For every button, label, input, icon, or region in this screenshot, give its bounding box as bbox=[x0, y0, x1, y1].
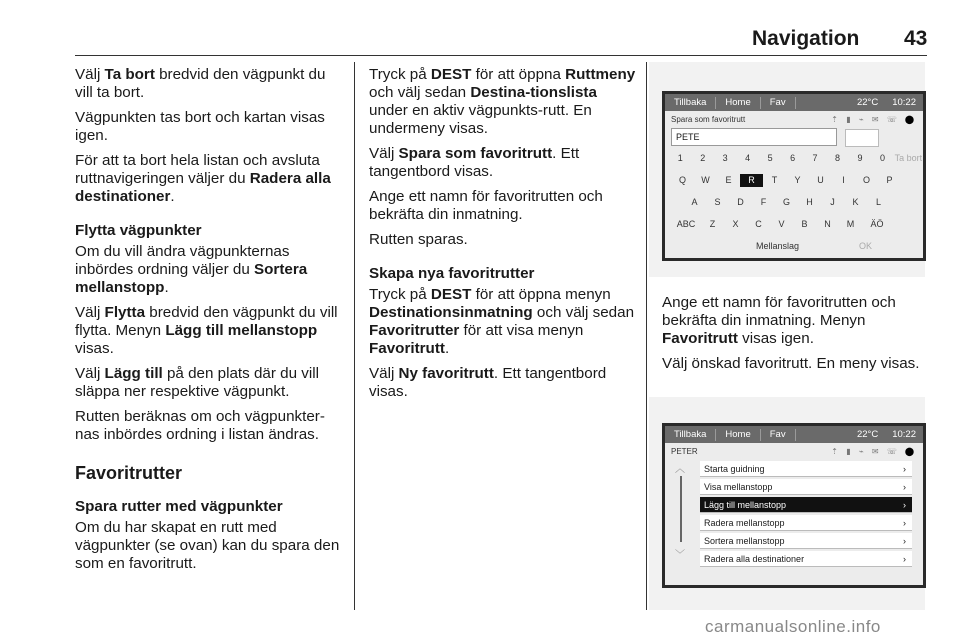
chevron-right-icon: › bbox=[903, 463, 906, 474]
key[interactable]: 0 bbox=[879, 153, 885, 163]
column-3 bbox=[662, 294, 924, 380]
key[interactable]: T bbox=[771, 175, 778, 185]
key[interactable]: C bbox=[755, 219, 762, 229]
key[interactable]: F bbox=[760, 197, 767, 207]
key[interactable]: 6 bbox=[790, 153, 796, 163]
key[interactable]: E bbox=[725, 175, 732, 185]
key[interactable]: D bbox=[737, 197, 744, 207]
paragraph: För att ta bort hela listan och avsluta ruttnavigeringen väljer du Radera alla destinationer. bbox=[75, 152, 331, 205]
paragraph: Välj önskad favoritrutt. En meny visas. bbox=[662, 355, 920, 372]
home-button[interactable]: Home bbox=[716, 97, 760, 109]
key[interactable]: 4 bbox=[745, 153, 751, 163]
menu-item-show-waypoints[interactable]: Visa mellanstopp › bbox=[700, 479, 912, 495]
paragraph: Rutten beräknas om och vägpunkter-nas inbördes ordning i listan ändras. bbox=[75, 408, 325, 443]
home-button[interactable]: Home bbox=[716, 429, 760, 441]
menu-item-sort-waypoints[interactable]: Sortera mellanstopp › bbox=[700, 533, 912, 549]
paragraph: Om du vill ändra vägpunkternas inbördes ordning väljer du Sortera mellanstopp. bbox=[75, 243, 308, 296]
paragraph: Om du har skapat en rutt med vägpunkter (se ovan) kan du spara den som en favoritrutt. bbox=[75, 519, 340, 572]
key[interactable]: Y bbox=[794, 175, 801, 185]
key[interactable]: A bbox=[691, 197, 698, 207]
letter-row-2 bbox=[665, 191, 923, 213]
menu-item-delete-all[interactable]: Radera alla destinationer › bbox=[700, 551, 912, 567]
paragraph: Välj Ta bort bredvid den vägpunkt du vill ta bort. bbox=[75, 66, 326, 101]
key[interactable]: X bbox=[732, 219, 739, 229]
ok-key[interactable]: OK bbox=[859, 241, 873, 251]
umlaut-key[interactable]: ÄÖ bbox=[870, 219, 884, 229]
route-menu bbox=[700, 461, 912, 569]
key[interactable]: Z bbox=[709, 219, 716, 229]
status-icons: ⇡ ▮ ⌁ ✉ ☏ ⬤ bbox=[831, 446, 917, 456]
key[interactable]: H bbox=[806, 197, 813, 207]
back-button[interactable]: Tillbaka bbox=[665, 97, 716, 109]
paragraph: Välj Spara som favoritrutt. Ett tangentbord visas. bbox=[369, 145, 580, 180]
heading-favorite-routes: Favoritrutter bbox=[75, 463, 183, 483]
paragraph: Välj Flytta bredvid den vägpunkt du vill flytta. Menyn Lägg till mellanstopp visas. bbox=[75, 304, 338, 357]
scrollbar[interactable] bbox=[680, 476, 682, 542]
column-1 bbox=[75, 66, 343, 580]
heading-save-routes: Spara rutter med vägpunkter bbox=[75, 498, 283, 515]
status-bar bbox=[665, 94, 923, 111]
heading-create-favorites: Skapa nya favoritrutter bbox=[369, 265, 535, 282]
space-row bbox=[665, 235, 923, 257]
menu-item-add-waypoint[interactable]: Lägg till mellanstopp › bbox=[700, 497, 912, 513]
abc-key[interactable]: ABC bbox=[676, 219, 696, 229]
letter-row-1 bbox=[665, 169, 923, 191]
chevron-right-icon: › bbox=[903, 517, 906, 528]
key[interactable]: N bbox=[824, 219, 831, 229]
paragraph: Välj Ny favoritrutt. Ett tangentbord visas. bbox=[369, 365, 607, 400]
chevron-right-icon: › bbox=[903, 535, 906, 546]
letter-row-3 bbox=[665, 213, 923, 235]
page-header-title: Navigation bbox=[752, 27, 860, 50]
screen-subtitle: Spara som favoritrutt bbox=[671, 114, 746, 124]
scroll-up-icon[interactable]: ︿ bbox=[675, 464, 685, 475]
watermark: carmanualsonline.info bbox=[705, 617, 881, 636]
key-selected[interactable]: R bbox=[740, 174, 763, 187]
back-button[interactable]: Tillbaka bbox=[665, 429, 716, 441]
column-divider-2 bbox=[646, 62, 647, 610]
page-number: 43 bbox=[904, 27, 928, 50]
heading-move-waypoints: Flytta vägpunkter bbox=[75, 222, 202, 239]
key[interactable]: G bbox=[782, 197, 790, 207]
suggestion-box bbox=[845, 129, 879, 147]
status-icons: ⇡ ▮ ⌁ ✉ ☏ ⬤ bbox=[831, 114, 917, 124]
column-divider-1 bbox=[354, 62, 355, 610]
key[interactable]: W bbox=[701, 175, 710, 185]
key[interactable]: U bbox=[817, 175, 824, 185]
key[interactable]: M bbox=[846, 219, 855, 229]
key[interactable]: 8 bbox=[835, 153, 841, 163]
fav-button[interactable]: Fav bbox=[761, 429, 796, 441]
clock: 10:22 bbox=[892, 428, 916, 440]
key[interactable]: L bbox=[875, 197, 881, 207]
chevron-right-icon: › bbox=[903, 499, 906, 510]
key[interactable]: K bbox=[852, 197, 859, 207]
number-row bbox=[665, 147, 923, 169]
paragraph: Tryck på DEST för att öppna Ruttmeny och välj sedan Destina-tionslista under en aktiv vägpunkts-rutt. En undermeny visas. bbox=[369, 66, 636, 137]
paragraph: Ange ett namn för favoritrutten och bekräfta din inmatning. Menyn Favoritrutt visas igen. bbox=[662, 294, 896, 347]
screenshot-menu bbox=[662, 423, 926, 588]
paragraph: Tryck på DEST för att öppna menyn Destinationsinmatning och välj sedan Favoritrutter för att visa menyn Favoritrutt. bbox=[369, 286, 635, 357]
paragraph: Rutten sparas. bbox=[369, 231, 468, 248]
paragraph: Vägpunkten tas bort och kartan visas igen. bbox=[75, 109, 325, 144]
temperature: 22°C bbox=[856, 96, 879, 108]
paragraph: Välj Lägg till på den plats där du vill släppa ner respektive vägpunkt. bbox=[75, 365, 319, 400]
chevron-right-icon: › bbox=[903, 553, 906, 564]
key[interactable]: S bbox=[714, 197, 721, 207]
key[interactable]: P bbox=[886, 175, 893, 185]
key[interactable]: J bbox=[830, 197, 835, 207]
key[interactable]: B bbox=[801, 219, 808, 229]
screenshot-keyboard bbox=[662, 91, 926, 261]
name-input[interactable]: PETE bbox=[671, 128, 837, 146]
menu-item-delete-waypoint[interactable]: Radera mellanstopp › bbox=[700, 515, 912, 531]
menu-item-start-guidance[interactable]: Starta guidning › bbox=[700, 461, 912, 477]
clock: 10:22 bbox=[892, 96, 916, 108]
key[interactable]: 1 bbox=[677, 153, 683, 163]
delete-key[interactable]: Ta bort bbox=[894, 153, 923, 163]
paragraph: Ange ett namn för favoritrutten och bekräfta din inmatning. bbox=[369, 188, 603, 223]
key[interactable]: 7 bbox=[812, 153, 818, 163]
temperature: 22°C bbox=[856, 428, 879, 440]
key[interactable]: Q bbox=[678, 175, 686, 185]
status-bar bbox=[665, 426, 923, 443]
space-key[interactable]: Mellanslag bbox=[755, 241, 799, 251]
key[interactable]: O bbox=[862, 175, 870, 185]
chevron-right-icon: › bbox=[903, 481, 906, 492]
key[interactable]: V bbox=[778, 219, 785, 229]
fav-button[interactable]: Fav bbox=[761, 97, 796, 109]
key[interactable]: 9 bbox=[857, 153, 863, 163]
scroll-down-icon[interactable]: ﹀ bbox=[675, 550, 685, 561]
header-rule bbox=[75, 55, 927, 56]
key[interactable]: 2 bbox=[700, 153, 706, 163]
column-2 bbox=[369, 66, 637, 408]
key[interactable]: I bbox=[842, 175, 845, 185]
route-name: PETER bbox=[671, 446, 698, 456]
key[interactable]: 5 bbox=[767, 153, 773, 163]
key[interactable]: 3 bbox=[722, 153, 728, 163]
